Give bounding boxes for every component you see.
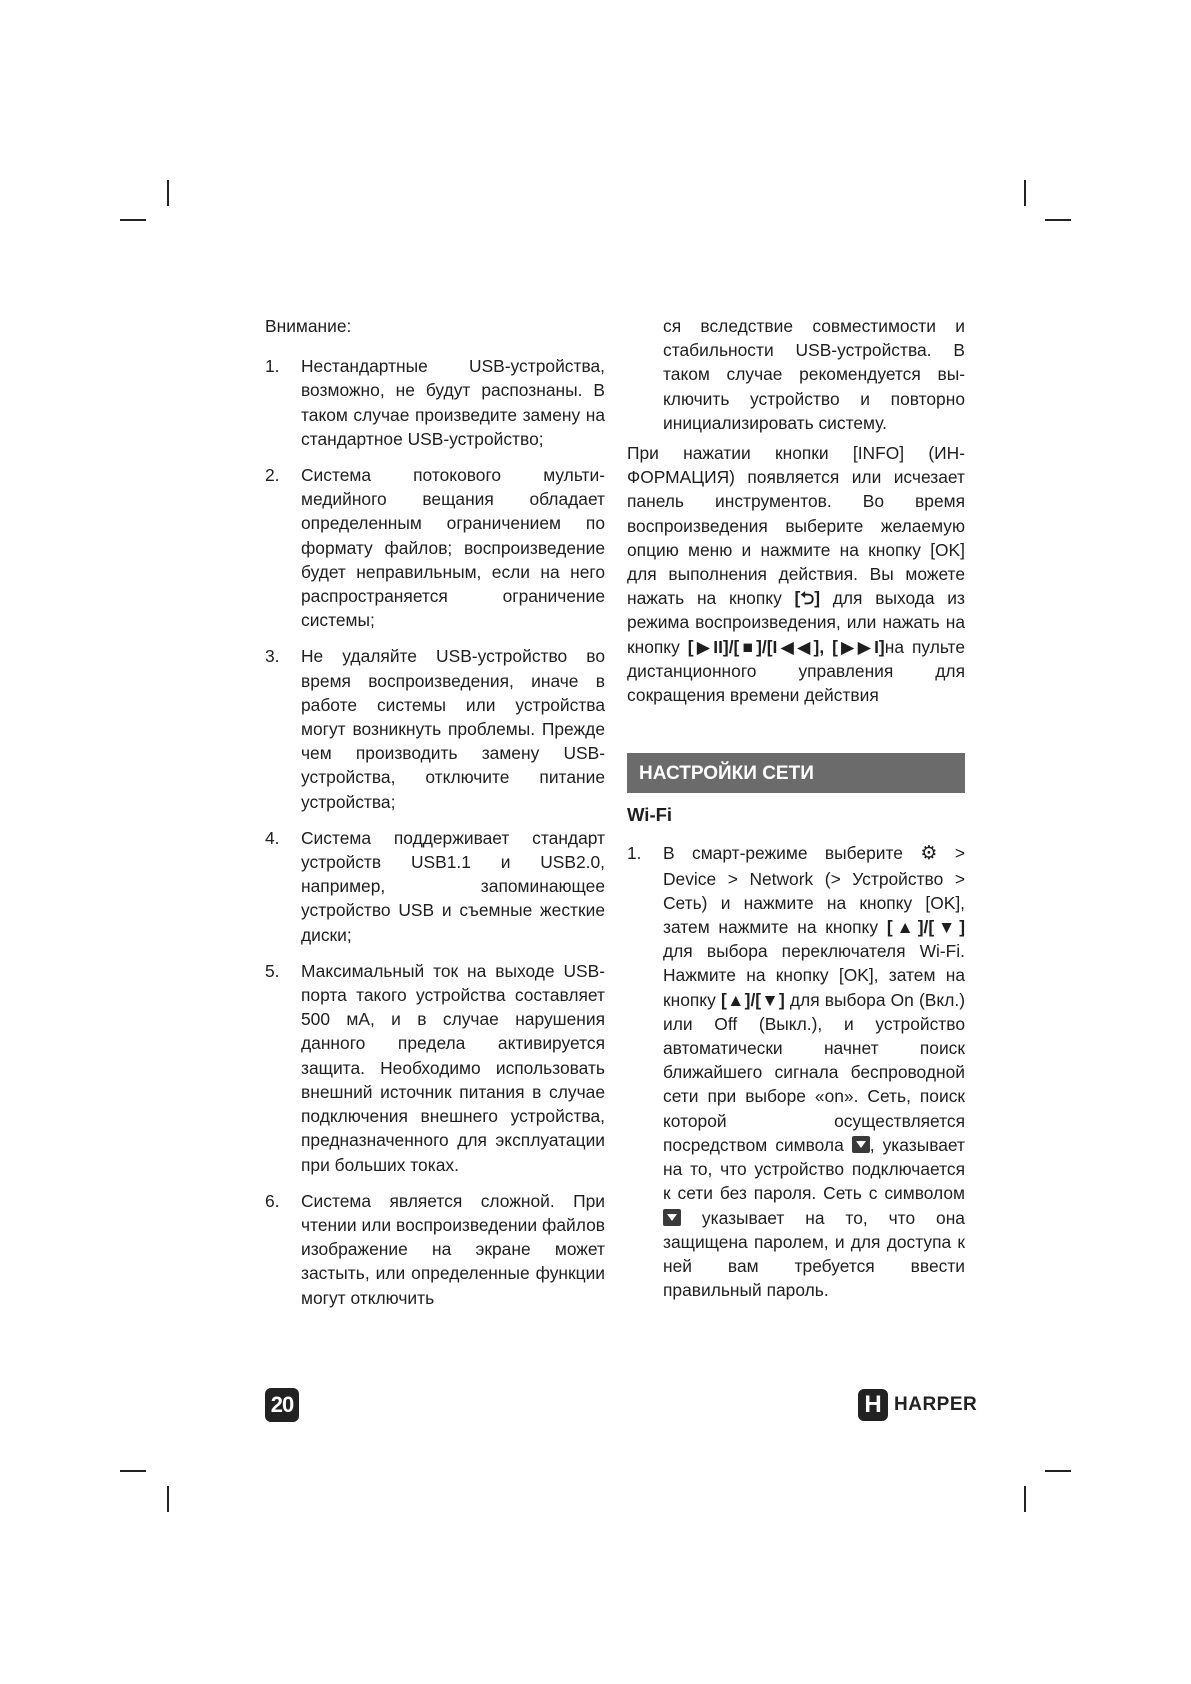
crop-mark-top-right-v xyxy=(1024,180,1026,206)
crop-mark-bottom-left-v xyxy=(167,1486,169,1512)
item-text: Система является сложной. При чтении или воспроизведении файлов изображение на экране может застыть, или определенные функции могут отключить xyxy=(301,1190,605,1308)
list-item xyxy=(265,826,605,947)
crop-mark-top-left-v xyxy=(167,180,169,206)
wifi-steps-list xyxy=(627,841,965,1302)
crop-mark-top-right-h xyxy=(1045,219,1071,221)
right-column xyxy=(627,314,965,1314)
secured-network-icon xyxy=(663,1209,681,1226)
info-paragraph xyxy=(627,441,965,707)
item-number: 1. xyxy=(627,843,642,864)
wifi-text-2: > Device > Network (> Устройство > Сеть) и нажмите на кнопку [OK], затем нажмите на кнопку xyxy=(663,843,965,938)
open-network-icon xyxy=(852,1136,870,1153)
crop-mark-bottom-right-h xyxy=(1045,1470,1071,1472)
item-number: 3. xyxy=(265,646,280,667)
section-title-network-settings: НАСТРОЙКИ СЕТИ xyxy=(627,753,965,793)
item-text: Система поддерживает стандарт устройств USB1.1 и USB2.0, например, запоминающее устройство USB и съемные жесткие диски; xyxy=(301,827,605,945)
playback-keys-icon: [▶II]/[■]/[I◀◀], [▶▶I] xyxy=(687,636,885,657)
info-text-1: При нажатии кнопки [INFO] (ИНФОРМАЦИЯ) появляется или исчезает панель инструментов. Во время воспроизведения выберите желаемую опцию меню и нажмите на кнопку [OK] для выполнения действия. Вы можете нажать на кнопку xyxy=(627,443,965,609)
arrow-keys-icon: [▲]/[▼] xyxy=(886,917,965,938)
item-number: 1. xyxy=(265,356,280,377)
wifi-text-4: для выбора On (Вкл.) или Off (Выкл.), и устройство автоматически начнет поиск ближайшего сигнала беспроводной сети при выборе «on». Сеть, поиск которой осуществляется посредством символа xyxy=(663,989,965,1155)
subheading-wifi: Wi-Fi xyxy=(627,804,673,826)
gear-icon: ⚙ xyxy=(920,843,938,865)
wifi-text-1: В смарт-режиме выберите xyxy=(663,843,903,864)
item-text: Система потокового мультимедийного вещания обладает определенным ограничением по формату файлов; воспроизведение будет неправильным, если на него распространяется ограничение системы; xyxy=(301,465,605,631)
info-text-2: для выхода из режима воспроизведения, или нажать на кнопку xyxy=(627,588,965,657)
crop-mark-bottom-left-h xyxy=(120,1470,146,1472)
item-number: 4. xyxy=(265,827,280,848)
item-text: Нестандартные USB-устройства, возможно, не будут распознаны. В таком случае произведите замену на стандартное USB-устройство; xyxy=(301,356,605,449)
list-item xyxy=(265,959,605,1177)
return-key-icon: [⮌] xyxy=(794,588,821,609)
item-text: Максимальный ток на выходе USB-порта такого устройства составляет 500 мА, и в случае нарушения данного предела активируется защита. Необходимо использовать внешний источник питания в случае подключения внешнего устройства, предназначенного для эксплуатации при больших токах. xyxy=(301,960,605,1175)
usb-notes-list xyxy=(265,354,605,1310)
arrow-keys-icon: [▲]/[▼] xyxy=(720,989,785,1010)
item-number: 5. xyxy=(265,960,280,981)
wifi-text-6: указывает на то, что она защищена паролем, и для доступа к ней вам требуется ввести правильный пароль. xyxy=(663,1207,965,1301)
page-number: 20 xyxy=(265,1388,299,1422)
list-item xyxy=(265,644,605,813)
item-text: Не удаляйте USB-устройство во время воспроизведения, иначе в работе системы или устройства могут возникнуть проблемы. Прежде чем производить замену USB-устройства, отключите питание устройства; xyxy=(301,646,605,812)
harper-logo xyxy=(858,1388,977,1422)
crop-mark-top-left-h xyxy=(120,219,146,221)
list-item xyxy=(627,841,965,1302)
crop-mark-bottom-right-v xyxy=(1024,1486,1026,1512)
wifi-text-5: , указывает на то, что устройство подключается к сети без пароля. Сеть с символом xyxy=(663,1134,965,1204)
item-number: 2. xyxy=(265,465,280,486)
list-item xyxy=(265,1189,605,1310)
list-item xyxy=(265,463,605,632)
info-text-3: на пульте дистанционного управления для сокращения времени действия xyxy=(627,636,965,706)
attention-label: Внимание: xyxy=(265,316,352,336)
logo-text: HARPER xyxy=(894,1394,978,1415)
item-number: 6. xyxy=(265,1190,280,1211)
list-item xyxy=(265,354,605,451)
logo-icon: H xyxy=(858,1389,888,1421)
wifi-text-3: для выбора переключателя Wi-Fi. Нажмите на кнопку [OK], затем на кнопку xyxy=(663,941,965,1010)
list-continuation: ся вследствие совместимости и стабильности USB-устройства. В таком случае рекомендуется выключить устройство и повторно инициализировать систему. xyxy=(663,316,965,433)
left-column xyxy=(265,314,605,1322)
